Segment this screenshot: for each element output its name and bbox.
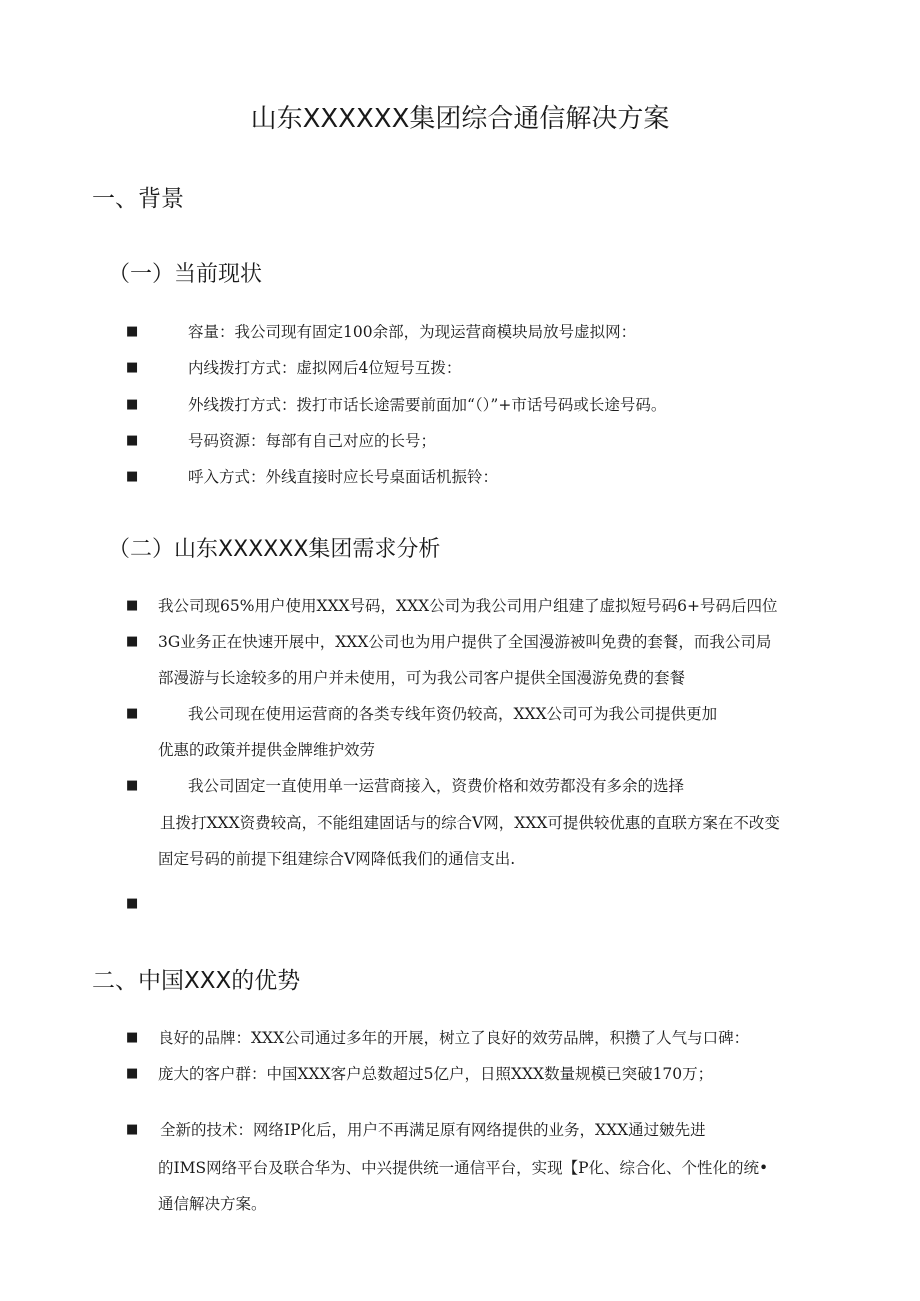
- section-heading-advantages: 二、中国XXX的优势: [92, 968, 301, 994]
- bullet-icon: ■: [126, 1066, 139, 1081]
- subsection-heading-current-status: （一）当前现状: [108, 262, 263, 287]
- list-item-line: 且拨打XXX资费较高，不能组建固话与的综合V网，XXX可提供较优惠的直联方案在不改变: [160, 814, 780, 832]
- list-item: 容量：我公司现有固定100余部，为现运营商模块局放号虚拟网：: [188, 323, 637, 341]
- section-heading-background: 一、背景: [92, 186, 184, 212]
- list-item-line: 庞大的客户群：中国XXX客户总数超过5亿户，日照XXX数量规模已突破170万；: [158, 1065, 714, 1083]
- list-item-line: 部漫游与长途较多的用户并未使用，可为我公司客户提供全国漫游免费的套餐: [158, 669, 686, 687]
- list-item: 内线拨打方式：虚拟网后4位短号互拨：: [188, 359, 462, 377]
- subsection-heading-needs-analysis: （二）山东XXXXXX集团需求分析: [108, 537, 441, 562]
- list-item-line: 固定号码的前提下组建综合V网降低我们的通信支出.: [158, 850, 516, 868]
- bullet-icon: ■: [126, 896, 139, 911]
- list-item-line: 我公司现在使用运营商的各类专线年资仍较高，XXX公司可为我公司提供更加: [188, 705, 718, 723]
- list-item: 外线拨打方式：拨打市话长途需要前面加“（）”+市话号码或长途号码。: [188, 396, 667, 414]
- list-item-line: 3G业务正在快速开展中，XXX公司也为用户提供了全国漫游被叫免费的套餐，而我公司局: [158, 633, 772, 651]
- bullet-icon: ■: [126, 634, 139, 649]
- bullet-icon: ■: [126, 1122, 139, 1137]
- bullet-icon: ■: [126, 469, 139, 484]
- list-item-line: 的IMS网络平台及联合华为、中兴提供统一通信平台，实现【P化、综合化、个性化的统•: [158, 1159, 769, 1177]
- bullet-icon: ■: [126, 360, 139, 375]
- bullet-icon: ■: [126, 433, 139, 448]
- list-item-line: 通信解决方案。: [158, 1195, 267, 1213]
- bullet-icon: ■: [126, 598, 139, 613]
- list-item-line: 我公司现65%用户使用XXX号码，XXX公司为我公司用户组建了虚拟短号码6+号码后四位: [158, 597, 778, 615]
- list-item-line: 我公司固定一直使用单一运营商接入，资费价格和效劳都没有多余的选择: [188, 777, 685, 795]
- list-item-line: 良好的品牌：XXX公司通过多年的开展，树立了良好的效劳品牌，积攒了人气与口碑：: [158, 1029, 750, 1047]
- list-item-line: 优惠的政策并提供金牌维护效劳: [158, 741, 376, 759]
- bullet-icon: ■: [126, 324, 139, 339]
- bullet-icon: ■: [126, 778, 139, 793]
- document-title: 山东XXXXXX集团综合通信解决方案: [250, 104, 670, 134]
- bullet-icon: ■: [126, 397, 139, 412]
- list-item: 号码资源：每部有自己对应的长号；: [188, 432, 437, 450]
- list-item-line: 全新的技术：网络IP化后，用户不再满足原有网络提供的业务，XXX通过皴先进: [160, 1121, 706, 1139]
- bullet-icon: ■: [126, 1030, 139, 1045]
- list-item: 呼入方式：外线直接时应长号桌面话机振铃：: [188, 468, 499, 486]
- bullet-icon: ■: [126, 706, 139, 721]
